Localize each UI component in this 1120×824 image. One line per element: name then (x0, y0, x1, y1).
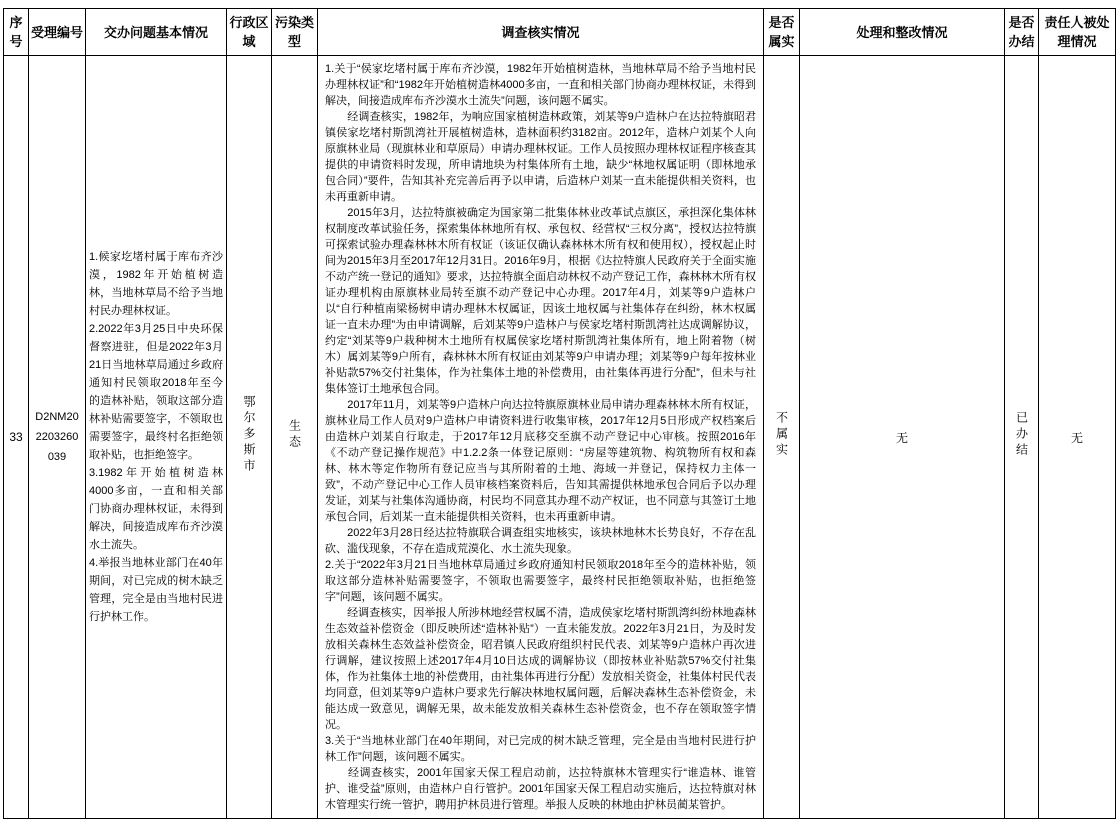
is-concluded-vertical-text: 已办结 (1014, 410, 1029, 459)
paragraph: 经调查核实，1982年，为响应国家植树造林政策，刘某等9户造林户在达拉特旗昭君镇侯家圪堵村斯凯湾社开展植树造林，造林面积约3182亩。2012年，造林户刘某个人向原旗林业局（现旗林业和草原局）申请办理林权证。工作人员按照办理林权证程序核查其提供的申请资料时发现，所申请地块为村集体所有土地，缺少“林地权属证明（即林地承包合同）”要件，告知其补充完善后再予以申请，后造林户刘某一直未能提供相关资料，也未再重新申请。 (325, 111, 756, 203)
col-header-is-concluded: 是否办结 (1005, 9, 1039, 56)
cell-problem-summary (86, 56, 227, 819)
col-header-problem: 交办问题基本情况 (86, 9, 227, 56)
cell-pollution-type (272, 56, 318, 819)
complaint-handling-sheet (3, 8, 1115, 819)
cell-investigation (318, 56, 764, 819)
paragraph: 4.举报当地林业部门在40年期间，对已完成的树木缺乏管理，完全是由当地村民进行护林工作。 (89, 557, 223, 623)
paragraph: 2.2022年3月25日中央环保督察进驻，但是2022年3月21日当地林草局通过乡政府通知村民领取2018年至今的造林补贴，领取这部分造林补贴需要签字，不领取也需要签字，最终村名拒绝领取补贴，也拒绝签字。 (89, 323, 223, 461)
cell-responsible: 无 (1039, 56, 1116, 819)
col-header-case-id: 受理编号 (29, 9, 86, 56)
cell-handling: 无 (800, 56, 1005, 819)
paragraph: 2022年3月28日经达拉特旗联合调查组实地核实，该块林地林木长势良好，不存在乱砍、滥伐现象，不存在造成荒漠化、水土流失现象。 (325, 527, 756, 555)
paragraph: 2.关于“2022年3月21日当地林草局通过乡政府通知村民领取2018年至今的造林补贴，领取这部分造林补贴需要签字，不领取也需要签字，最终村民拒绝领取补贴，也拒绝签字”问题，该问题不属实。 (325, 559, 756, 603)
pollution-type-vertical-text: 生态 (287, 418, 302, 451)
paragraph: 1.关于“侯家圪堵村属于库布齐沙漠，1982年开始植树造林，当地林草局不给予当地村民办理林权证”和“1982年开始植树造林4000多亩，一直和相关部门协商办理林权证，未得到解决，间接造成库布齐沙漠水土流失”问题，该问题不属实。 (325, 63, 756, 107)
paragraph: 2015年3月，达拉特旗被确定为国家第二批集体林业改革试点旗区，承担深化集体林权制度改革试验任务，探索集体林地所有权、承包权、经营权“三权分离”，授权达拉特旗可探索试验办理森林林木所有权证（该证仅确认森林林木所有权和使用权），授权起止时间为2015年3月至2017年12月31日。2016年9月，根据《达拉特旗人民政府关于全面实施不动产统一登记的通知》要求，达拉特旗全面启动林权不动产登记工作，森林林木所有权证办理机构由原旗林业局转至旗不动产登记中心办理。2017年4月，刘某等9户造林户以“自行种植南梁杨树申请办理林木权属证，因该土地权属与社集体存在纠纷，林木权属证一直未办理”为由申请调解，后刘某等9户造林户与侯家圪堵村斯凯湾社达成调解协议，约定“刘某等9户栽种树木土地所有权属侯家圪堵村斯凯湾社集体所有，地上附着物（树木）属刘某等9户所有，森林林木所有权证由刘某等9户申请办理；刘某等9户每年按林业补贴款57%交付社集体，作为社集体土地的补偿费用，由社集体再进行分配”，但未与社集体签订土地承包合同。 (325, 207, 756, 395)
cell-region (227, 56, 272, 819)
paragraph: 经调查核实，因举报人所涉林地经营权属不清，造成侯家圪堵村斯凯湾纠纷林地森林生态效益补偿资金（即反映所述“造林补贴”）一直未能发放。2022年3月21日，为及时发放相关森林生态效益补偿资金，昭君镇人民政府组织村民代表、刘某等9户造林户再次进行调解，建议按照上述2017年4月10日达成的调解协议（即按林业补贴款57%交付社集体，作为社集体土地的补偿费用，由社集体再进行分配）发放相关资金，社集体村民代表均同意，但刘某等9户造林户要求先行解决林地权属问题，后解决森林生态补偿资金，未能达成一致意见，调解无果，故未能发放相关森林生态补偿资金，也不存在领取签字情况。 (325, 607, 756, 731)
col-header-region: 行政区域 (227, 9, 272, 56)
cell-is-concluded (1005, 56, 1039, 819)
paragraph: 2017年11月，刘某等9户造林户向达拉特旗原旗林业局申请办理森林林木所有权证，旗林业局工作人员对9户造林户申请资料进行收集审核，2017年12月5日形成产权档案后由造林户刘某自行取走，于2017年12月底移交至旗不动产登记中心审核。按照2016年《不动产登记操作规范》中1.2.2条一体登记原则：“房屋等建筑物、构筑物所有权和森林、林木等定作物所有登记应当与其所附着的土地、海域一并登记，保持权力主体一致”，不动产登记中心工作人员审核档案资料后，告知其需提供林地承包合同后予以办理发证，刘某与社集体沟通协商，村民均不同意其办理不动产权证，也不同意与其签订土地承包合同，后刘某一直未能提供相关资料，也未再重新申请。 (325, 399, 756, 523)
paragraph: 经调查核实，2001年国家天保工程启动前，达拉特旗林木管理实行“谁造林、谁管护、谁受益”原则，由造林户自行管护。2001年国家天保工程启动实施后，达拉特旗对林木管理实行统一管护，聘用护林员进行管理。举报人反映的林地由护林员蔺某管护。 (325, 767, 756, 811)
cell-serial-number: 33 (4, 56, 29, 819)
cell-case-id: D2NM202203260039 (29, 56, 86, 819)
inspection-table (3, 8, 1116, 819)
col-header-responsible: 责任人被处理情况 (1039, 9, 1116, 56)
col-header-handling: 处理和整改情况 (800, 9, 1005, 56)
col-header-is-true: 是否属实 (764, 9, 800, 56)
paragraph: 1.候家圪堵村属于库布齐沙漠，1982年开始植树造林，当地林草局不给予当地村民办理林权证。 (89, 251, 223, 317)
region-vertical-text: 鄂尔多斯市 (242, 394, 256, 475)
paragraph: 3.关于“当地林业部门在40年期间，对已完成的树木缺乏管理，完全是由当地村民进行护林工作”问题，该问题不属实。 (325, 735, 756, 763)
col-header-serial: 序号 (4, 9, 29, 56)
col-header-pollution-type: 污染类型 (272, 9, 318, 56)
is-true-vertical-text: 不属实 (774, 410, 789, 459)
cell-is-true (764, 56, 800, 819)
col-header-investigation: 调查核实情况 (318, 9, 764, 56)
table-row (4, 56, 1116, 819)
header-row (4, 9, 1116, 56)
paragraph: 3.1982年开始植树造林4000多亩，一直和相关部门协商办理林权证，未得到解决，间接造成库布齐沙漠水土流失。 (89, 467, 223, 551)
